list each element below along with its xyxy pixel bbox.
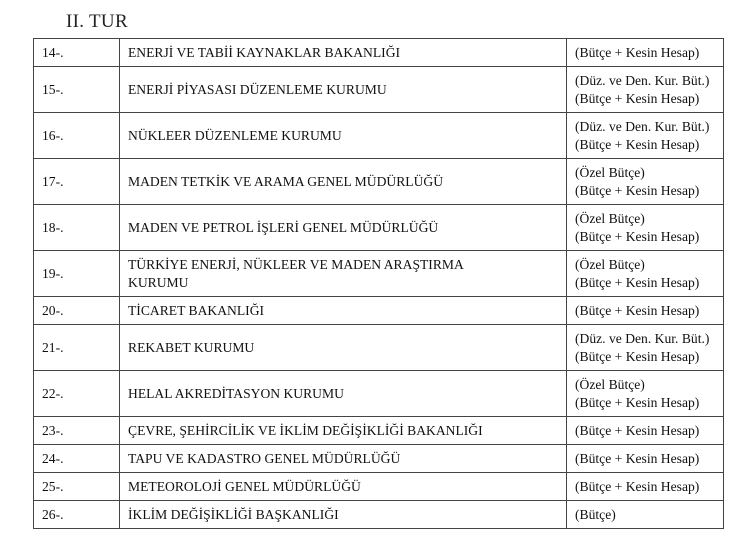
row-number: 19-.: [34, 251, 120, 297]
institution-cell: [120, 473, 567, 501]
budget-type-cell: [567, 371, 724, 417]
institution-name-line: TAPU VE KADASTRO GENEL MÜDÜRLÜĞÜ: [128, 450, 401, 466]
institution-cell: [120, 39, 567, 67]
row-number: 14-.: [34, 39, 120, 67]
budget-type-line: (Bütçe): [575, 506, 616, 522]
budget-type-line: (Bütçe + Kesin Hesap): [575, 450, 700, 466]
budget-type-line: (Bütçe + Kesin Hesap): [575, 422, 700, 438]
budget-type-cell: [567, 297, 724, 325]
budget-type-line: (Özel Bütçe): [575, 210, 645, 226]
table-row: [34, 39, 724, 67]
budget-type-line: (Özel Bütçe): [575, 164, 645, 180]
institution-cell: [120, 445, 567, 473]
table-row: [34, 371, 724, 417]
institution-name-line: ENERJİ VE TABİİ KAYNAKLAR BAKANLIĞI: [128, 44, 401, 60]
institution-name-line: MADEN TETKİK VE ARAMA GENEL MÜDÜRLÜĞÜ: [128, 173, 444, 189]
row-number: 16-.: [34, 113, 120, 159]
row-number: 20-.: [34, 297, 120, 325]
institution-cell: [120, 417, 567, 445]
table-row: [34, 297, 724, 325]
budget-type-line: (Bütçe + Kesin Hesap): [575, 274, 700, 290]
institution-name-line: ÇEVRE, ŞEHİRCİLİK VE İKLİM DEĞİŞİKLİĞİ BAKANLIĞI: [128, 422, 483, 438]
institution-cell: [120, 67, 567, 113]
institution-cell: [120, 113, 567, 159]
row-number: 21-.: [34, 325, 120, 371]
budget-type-line: (Bütçe + Kesin Hesap): [575, 228, 700, 244]
row-number: 18-.: [34, 205, 120, 251]
budget-type-cell: [567, 325, 724, 371]
table-row: [34, 417, 724, 445]
row-number: 15-.: [34, 67, 120, 113]
budget-type-line: (Bütçe + Kesin Hesap): [575, 302, 700, 318]
institution-cell: [120, 297, 567, 325]
institution-name-line: TÜRKİYE ENERJİ, NÜKLEER VE MADEN ARAŞTIRMA: [128, 256, 464, 272]
institution-cell: [120, 501, 567, 529]
budget-type-line: (Bütçe + Kesin Hesap): [575, 348, 700, 364]
budget-type-cell: [567, 205, 724, 251]
row-number: 26-.: [34, 501, 120, 529]
budget-type-cell: [567, 67, 724, 113]
budget-type-line: (Bütçe + Kesin Hesap): [575, 478, 700, 494]
budget-type-line: (Düz. ve Den. Kur. Büt.): [575, 118, 710, 134]
institution-name-line: METEOROLOJİ GENEL MÜDÜRLÜĞÜ: [128, 478, 361, 494]
budget-agenda-table: [33, 38, 724, 529]
institution-cell: [120, 325, 567, 371]
budget-type-cell: [567, 417, 724, 445]
table-row: [34, 251, 724, 297]
table-row: [34, 445, 724, 473]
institution-name-line: REKABET KURUMU: [128, 339, 255, 355]
budget-type-line: (Düz. ve Den. Kur. Büt.): [575, 72, 710, 88]
agenda-table-body: [34, 39, 724, 529]
institution-name-line: ENERJİ PİYASASI DÜZENLEME KURUMU: [128, 81, 387, 97]
institution-name-line: MADEN VE PETROL İŞLERİ GENEL MÜDÜRLÜĞÜ: [128, 219, 439, 235]
institution-cell: [120, 205, 567, 251]
budget-type-line: (Bütçe + Kesin Hesap): [575, 182, 700, 198]
institution-name-line: TİCARET BAKANLIĞI: [128, 302, 265, 318]
table-row: [34, 501, 724, 529]
budget-type-cell: [567, 159, 724, 205]
budget-type-line: (Bütçe + Kesin Hesap): [575, 394, 700, 410]
row-number: 24-.: [34, 445, 120, 473]
budget-type-line: (Düz. ve Den. Kur. Büt.): [575, 330, 710, 346]
budget-type-cell: [567, 473, 724, 501]
budget-type-cell: [567, 39, 724, 67]
table-row: [34, 205, 724, 251]
table-row: [34, 113, 724, 159]
institution-name-line: KURUMU: [128, 274, 189, 290]
budget-type-cell: [567, 251, 724, 297]
table-row: [34, 159, 724, 205]
institution-name-line: HELAL AKREDİTASYON KURUMU: [128, 385, 344, 401]
budget-type-line: (Bütçe + Kesin Hesap): [575, 90, 700, 106]
institution-name-line: İKLİM DEĞİŞİKLİĞİ BAŞKANLIĞI: [128, 506, 339, 522]
budget-type-line: (Bütçe + Kesin Hesap): [575, 136, 700, 152]
institution-name-line: NÜKLEER DÜZENLEME KURUMU: [128, 127, 342, 143]
row-number: 23-.: [34, 417, 120, 445]
row-number: 22-.: [34, 371, 120, 417]
institution-cell: [120, 159, 567, 205]
table-row: [34, 325, 724, 371]
budget-type-cell: [567, 113, 724, 159]
table-row: [34, 67, 724, 113]
section-heading: II. TUR: [66, 11, 128, 32]
budget-type-line: (Bütçe + Kesin Hesap): [575, 44, 700, 60]
row-number: 17-.: [34, 159, 120, 205]
institution-cell: [120, 371, 567, 417]
table-row: [34, 473, 724, 501]
row-number: 25-.: [34, 473, 120, 501]
budget-type-cell: [567, 501, 724, 529]
institution-cell: [120, 251, 567, 297]
budget-type-cell: [567, 445, 724, 473]
budget-type-line: (Özel Bütçe): [575, 376, 645, 392]
budget-type-line: (Özel Bütçe): [575, 256, 645, 272]
